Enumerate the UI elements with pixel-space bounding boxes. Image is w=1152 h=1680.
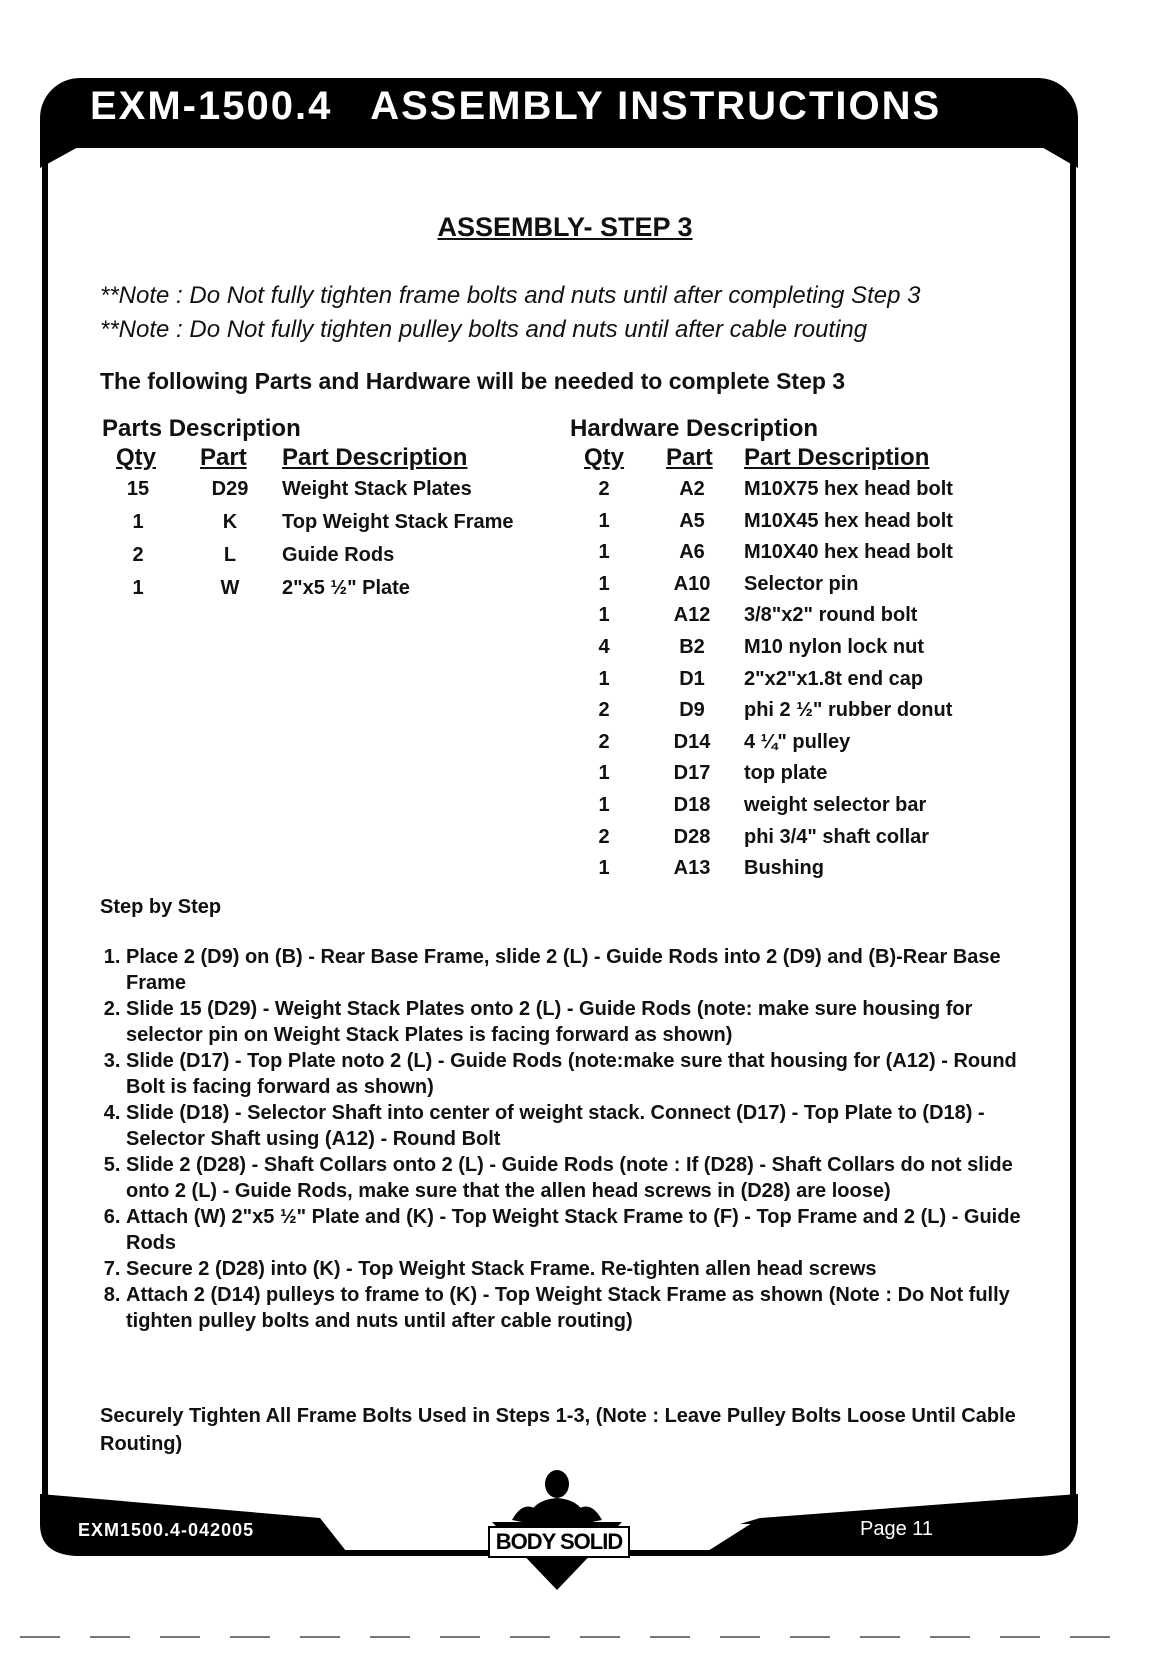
hardware-row-qty: 2 [598, 730, 610, 753]
step-item: 8. Attach 2 (D14) pulleys to frame to (K) - Top Weight Stack Frame as shown (Note : Do Not fully tighten pulley bolts and nuts until after cable routing) [126, 1282, 1036, 1334]
page-edge-dashes [20, 1636, 1130, 1638]
hardware-row-part: B2 [679, 636, 705, 658]
parts-row-qty: 1 [132, 511, 144, 533]
parts-row-desc: Weight Stack Plates [282, 478, 472, 500]
page-number: Page 11 [860, 1518, 934, 1540]
step-by-step-label: Step by Step [100, 896, 222, 918]
hardware-row-qty: 4 [598, 636, 610, 658]
document-title: EXM-1500.4 ASSEMBLY INSTRUCTIONS [90, 84, 942, 128]
hardware-col-qty: Qty [584, 444, 625, 471]
hardware-row-qty: 1 [598, 762, 610, 785]
hardware-row-part: D9 [679, 699, 705, 722]
step-item: 2. Slide 15 (D29) - Weight Stack Plates onto 2 (L) - Guide Rods (note: make sure housing for selector pin on Weight Stack Plates is facing forward as shown) [126, 996, 1036, 1048]
parts-row-qty: 15 [126, 478, 150, 500]
parts-row-qty: 2 [132, 544, 144, 566]
hardware-row-part: A5 [679, 509, 705, 532]
hardware-row-desc: M10X40 hex head bolt [744, 541, 953, 564]
hardware-col-desc: Part Description [744, 444, 930, 471]
note-pulley-bolts: **Note : Do Not fully tighten pulley bolts and nuts until after cable routing [100, 316, 868, 343]
parts-row-part: L [223, 544, 237, 566]
hardware-row-qty: 1 [598, 667, 610, 690]
hardware-row-qty: 1 [598, 604, 610, 627]
hardware-row-desc: phi 3/4" shaft collar [744, 825, 930, 848]
intro-text: The following Parts and Hardware will be needed to complete Step 3 [100, 368, 846, 394]
hardware-row-part: D14 [673, 730, 711, 753]
hardware-row-part: A10 [673, 572, 711, 595]
note-frame-bolts: **Note : Do Not fully tighten frame bolts and nuts until after completing Step 3 [100, 282, 921, 309]
hardware-row-part: D1 [679, 667, 705, 690]
hardware-row-desc: top plate [744, 762, 828, 785]
hardware-row-desc: phi 2 ½" rubber donut [744, 699, 953, 722]
step-item: 1. Place 2 (D9) on (B) - Rear Base Frame, slide 2 (L) - Guide Rods into 2 (D9) and (B)-Rear Base Frame [126, 944, 1036, 996]
hardware-row-part: A13 [673, 857, 711, 880]
hardware-row-desc: 2"x2"x1.8t end cap [744, 667, 924, 690]
document-code: EXM1500.4-042005 [78, 1520, 255, 1540]
parts-row-desc: Guide Rods [282, 544, 395, 566]
logo-wordmark: BODY SOLID [488, 1526, 630, 1558]
hardware-row-part: A2 [679, 478, 705, 500]
hardware-row-part: A6 [679, 541, 705, 564]
parts-row-qty: 1 [132, 577, 144, 599]
header-wedge [40, 146, 1078, 168]
parts-row-desc: Top Weight Stack Frame [282, 511, 514, 533]
hardware-row-desc: 4 ¼" pulley [744, 730, 851, 753]
hardware-row-part: D28 [673, 825, 711, 848]
step-item: 4. Slide (D18) - Selector Shaft into center of weight stack. Connect (D17) - Top Plate to (D18) - Selector Shaft using (A12) - Round Bolt [126, 1100, 1036, 1152]
hardware-heading: Hardware Description [570, 415, 819, 442]
step-item: 6. Attach (W) 2"x5 ½" Plate and (K) - Top Weight Stack Frame to (F) - Top Frame and 2 (L) - Guide Rods [126, 1204, 1036, 1256]
hardware-row-qty: 2 [598, 478, 610, 500]
hardware-row-desc: 3/8"x2" round bolt [744, 604, 918, 627]
hardware-row-desc: M10X75 hex head bolt [744, 478, 953, 500]
parts-col-part: Part [200, 444, 247, 471]
hardware-col-part: Part [666, 444, 713, 471]
hardware-row-desc: weight selector bar [744, 794, 927, 816]
hardware-row-part: D18 [673, 794, 711, 816]
hardware-row-desc: Selector pin [744, 572, 859, 595]
step-list [96, 944, 1036, 1334]
parts-row-desc: 2"x5 ½" Plate [282, 577, 410, 599]
hardware-row-qty: 2 [598, 699, 610, 722]
hardware-row-desc: M10 nylon lock nut [744, 636, 925, 658]
step-title: ASSEMBLY- STEP 3 [437, 212, 693, 242]
hardware-row-qty: 1 [598, 794, 610, 816]
hardware-row-qty: 1 [598, 541, 610, 564]
step-item: 3. Slide (D17) - Top Plate noto 2 (L) - Guide Rods (note:make sure that housing for (A12) - Round Bolt is facing forward as shown) [126, 1048, 1036, 1100]
hardware-row-part: D17 [673, 762, 711, 785]
hardware-row-qty: 1 [598, 572, 610, 595]
parts-row-part: K [222, 511, 238, 533]
parts-col-qty: Qty [116, 444, 157, 471]
hardware-row-part: A12 [673, 604, 711, 627]
parts-row-part: W [220, 577, 240, 599]
step-item: 7. Secure 2 (D28) into (K) - Top Weight Stack Frame. Re-tighten allen head screws [126, 1256, 1036, 1282]
hardware-row-qty: 1 [598, 509, 610, 532]
closing-instruction: Securely Tighten All Frame Bolts Used in Steps 1-3, (Note : Leave Pulley Bolts Loose Until Cable Routing) [100, 1405, 1016, 1455]
step-item: 5. Slide 2 (D28) - Shaft Collars onto 2 (L) - Guide Rods (note : If (D28) - Shaft Collars do not slide onto 2 (L) - Guide Rods, make sure that the allen head screws in (D28) are loose) [126, 1152, 1036, 1204]
hardware-row-qty: 1 [598, 857, 610, 880]
parts-heading: Parts Description [102, 415, 301, 442]
hardware-row-qty: 2 [598, 825, 610, 848]
hardware-row-desc: M10X45 hex head bolt [744, 509, 953, 532]
parts-row-part: D29 [211, 478, 249, 500]
parts-col-desc: Part Description [282, 444, 468, 471]
hardware-row-desc: Bushing [744, 857, 824, 880]
